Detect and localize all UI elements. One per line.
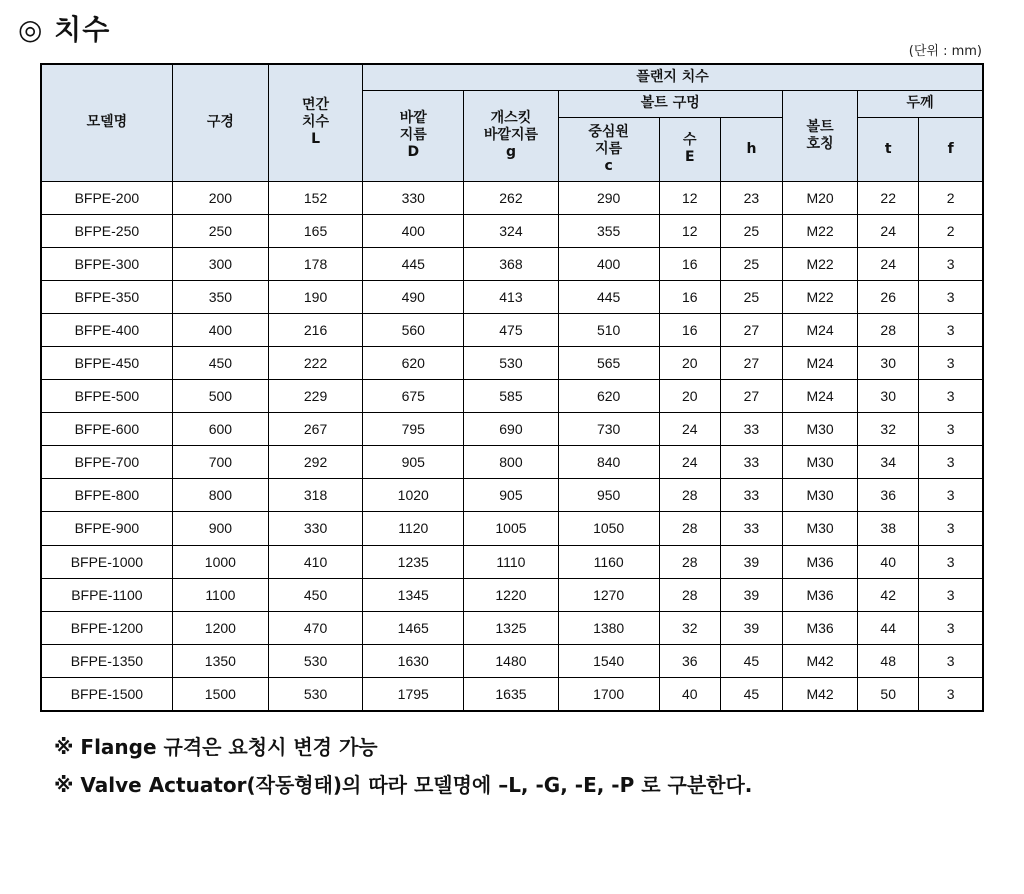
table-cell: 3 <box>919 479 983 512</box>
table-cell: 27 <box>720 346 782 379</box>
table-cell: 330 <box>363 181 464 214</box>
table-row <box>41 644 983 677</box>
table-cell: 675 <box>363 380 464 413</box>
table-cell: 24 <box>659 413 720 446</box>
table-cell: 3 <box>919 346 983 379</box>
note-flange: ※ Flange 규격은 요청시 변경 가능 <box>54 735 378 759</box>
table-cell: 26 <box>858 280 919 313</box>
table-cell: 840 <box>558 446 659 479</box>
table-cell: 39 <box>720 578 782 611</box>
table-cell: 560 <box>363 313 464 346</box>
table-row <box>41 611 983 644</box>
table-cell: 1500 <box>172 677 268 710</box>
table-cell: 800 <box>172 479 268 512</box>
table-cell: 3 <box>919 380 983 413</box>
table-cell: M36 <box>783 578 858 611</box>
header-gasket-outer-diameter: 개스킷 바깥지름 g <box>464 90 558 181</box>
table-cell: 27 <box>720 380 782 413</box>
table-cell: 400 <box>363 214 464 247</box>
table-cell: M30 <box>783 446 858 479</box>
table-cell: 450 <box>268 578 362 611</box>
table-row <box>41 413 983 446</box>
table-cell: 905 <box>464 479 558 512</box>
header-bolt-h: h <box>720 117 782 181</box>
table-cell: 795 <box>363 413 464 446</box>
header-thickness: 두께 <box>858 90 983 117</box>
table-cell: BFPE-700 <box>41 446 172 479</box>
table-cell: 1200 <box>172 611 268 644</box>
table-cell: 800 <box>464 446 558 479</box>
table-cell: BFPE-1500 <box>41 677 172 710</box>
table-cell: 40 <box>858 545 919 578</box>
table-cell: 445 <box>558 280 659 313</box>
table-cell: BFPE-500 <box>41 380 172 413</box>
table-row <box>41 313 983 346</box>
table-cell: 1700 <box>558 677 659 710</box>
table-cell: 475 <box>464 313 558 346</box>
table-cell: 1795 <box>363 677 464 710</box>
table-cell: 410 <box>268 545 362 578</box>
table-cell: 27 <box>720 313 782 346</box>
table-cell: M30 <box>783 512 858 545</box>
dimension-table <box>40 63 984 712</box>
header-outer-diameter: 바깥 지름 D <box>363 90 464 181</box>
table-cell: 3 <box>919 578 983 611</box>
table-cell: 1020 <box>363 479 464 512</box>
table-cell: 950 <box>558 479 659 512</box>
header-thickness-f: f <box>919 117 983 181</box>
table-cell: M24 <box>783 380 858 413</box>
table-row <box>41 247 983 280</box>
table-cell: BFPE-900 <box>41 512 172 545</box>
table-cell: 620 <box>363 346 464 379</box>
table-cell: BFPE-800 <box>41 479 172 512</box>
table-cell: 32 <box>659 611 720 644</box>
table-cell: 30 <box>858 346 919 379</box>
table-cell: 50 <box>858 677 919 710</box>
table-cell: 600 <box>172 413 268 446</box>
table-cell: 2 <box>919 181 983 214</box>
header-bolt-circle: 중심원 지름 c <box>558 117 659 181</box>
header-face-to-face: 면간 치수 L <box>268 64 362 181</box>
table-cell: 12 <box>659 181 720 214</box>
table-cell: 413 <box>464 280 558 313</box>
table-cell: BFPE-1200 <box>41 611 172 644</box>
table-cell: 262 <box>464 181 558 214</box>
table-cell: 33 <box>720 413 782 446</box>
table-cell: M20 <box>783 181 858 214</box>
table-cell: 565 <box>558 346 659 379</box>
table-row <box>41 346 983 379</box>
table-cell: 24 <box>659 446 720 479</box>
table-cell: 16 <box>659 280 720 313</box>
table-cell: 2 <box>919 214 983 247</box>
table-cell: 3 <box>919 677 983 710</box>
table-cell: 152 <box>268 181 362 214</box>
table-cell: 1350 <box>172 644 268 677</box>
table-cell: 190 <box>268 280 362 313</box>
table-cell: 730 <box>558 413 659 446</box>
table-cell: 45 <box>720 677 782 710</box>
table-body <box>41 181 983 711</box>
table-cell: 690 <box>464 413 558 446</box>
table-cell: 25 <box>720 214 782 247</box>
table-row <box>41 545 983 578</box>
page-title: ◎ 치수 <box>18 13 111 46</box>
table-cell: 267 <box>268 413 362 446</box>
table-cell: 24 <box>858 247 919 280</box>
table-row <box>41 677 983 710</box>
table-cell: 216 <box>268 313 362 346</box>
table-cell: 25 <box>720 280 782 313</box>
table-cell: 32 <box>858 413 919 446</box>
table-cell: 39 <box>720 545 782 578</box>
table-cell: 30 <box>858 380 919 413</box>
table-cell: 900 <box>172 512 268 545</box>
table-cell: 1465 <box>363 611 464 644</box>
table-cell: M24 <box>783 346 858 379</box>
table-cell: 1120 <box>363 512 464 545</box>
table-cell: 400 <box>172 313 268 346</box>
table-cell: 36 <box>858 479 919 512</box>
table-cell: 44 <box>858 611 919 644</box>
table-cell: 585 <box>464 380 558 413</box>
table-row <box>41 479 983 512</box>
table-cell: 12 <box>659 214 720 247</box>
table-cell: 229 <box>268 380 362 413</box>
table-cell: 33 <box>720 446 782 479</box>
table-cell: M30 <box>783 413 858 446</box>
table-cell: 330 <box>268 512 362 545</box>
table-cell: M30 <box>783 479 858 512</box>
table-cell: BFPE-1100 <box>41 578 172 611</box>
table-cell: 1050 <box>558 512 659 545</box>
table-cell: 250 <box>172 214 268 247</box>
table-cell: 620 <box>558 380 659 413</box>
unit-label: (단위 : mm) <box>908 44 982 59</box>
table-cell: M22 <box>783 280 858 313</box>
table-cell: 20 <box>659 380 720 413</box>
table-cell: M24 <box>783 313 858 346</box>
table-cell: BFPE-450 <box>41 346 172 379</box>
table-cell: 318 <box>268 479 362 512</box>
table-cell: 3 <box>919 247 983 280</box>
table-cell: 28 <box>659 512 720 545</box>
table-cell: BFPE-200 <box>41 181 172 214</box>
table-cell: 368 <box>464 247 558 280</box>
table-cell: 445 <box>363 247 464 280</box>
table-cell: M42 <box>783 644 858 677</box>
table-cell: 905 <box>363 446 464 479</box>
table-cell: 3 <box>919 413 983 446</box>
table-cell: 165 <box>268 214 362 247</box>
table-cell: 1480 <box>464 644 558 677</box>
table-cell: 3 <box>919 446 983 479</box>
table-cell: 300 <box>172 247 268 280</box>
table-cell: 16 <box>659 313 720 346</box>
table-cell: 3 <box>919 644 983 677</box>
table-cell: 33 <box>720 479 782 512</box>
table-cell: 28 <box>659 479 720 512</box>
table-cell: 200 <box>172 181 268 214</box>
header-thickness-t: t <box>858 117 919 181</box>
table-cell: 500 <box>172 380 268 413</box>
table-cell: 24 <box>858 214 919 247</box>
header-bolt-count: 수 E <box>659 117 720 181</box>
table-cell: 1100 <box>172 578 268 611</box>
table-row <box>41 380 983 413</box>
table-row <box>41 181 983 214</box>
table-cell: BFPE-400 <box>41 313 172 346</box>
table-cell: 16 <box>659 247 720 280</box>
table-cell: 1235 <box>363 545 464 578</box>
table-cell: 1540 <box>558 644 659 677</box>
table-cell: 1110 <box>464 545 558 578</box>
table-cell: 3 <box>919 611 983 644</box>
table-cell: 3 <box>919 280 983 313</box>
table-cell: 1270 <box>558 578 659 611</box>
table-cell: 1630 <box>363 644 464 677</box>
table-cell: 34 <box>858 446 919 479</box>
table-cell: 1005 <box>464 512 558 545</box>
table-cell: 1325 <box>464 611 558 644</box>
table-row <box>41 512 983 545</box>
table-cell: 1220 <box>464 578 558 611</box>
table-cell: BFPE-600 <box>41 413 172 446</box>
table-cell: 40 <box>659 677 720 710</box>
table-cell: 3 <box>919 512 983 545</box>
table-cell: 1635 <box>464 677 558 710</box>
table-cell: M22 <box>783 247 858 280</box>
table-cell: BFPE-250 <box>41 214 172 247</box>
table-cell: 42 <box>858 578 919 611</box>
table-cell: M36 <box>783 611 858 644</box>
table-cell: BFPE-1000 <box>41 545 172 578</box>
table-cell: 28 <box>858 313 919 346</box>
table-cell: 39 <box>720 611 782 644</box>
table-cell: 28 <box>659 578 720 611</box>
note-actuator: ※ Valve Actuator(작동형태)의 따라 모델명에 –L, -G, -E, -P 로 구분한다. <box>54 773 753 797</box>
table-cell: 400 <box>558 247 659 280</box>
table-cell: 290 <box>558 181 659 214</box>
table-cell: M36 <box>783 545 858 578</box>
table-cell: 3 <box>919 545 983 578</box>
table-cell: M22 <box>783 214 858 247</box>
table-cell: 38 <box>858 512 919 545</box>
header-bolt-hole: 볼트 구멍 <box>558 90 782 117</box>
header-model: 모델명 <box>41 64 172 181</box>
table-cell: 355 <box>558 214 659 247</box>
table-cell: 324 <box>464 214 558 247</box>
table-cell: 350 <box>172 280 268 313</box>
table-cell: 178 <box>268 247 362 280</box>
table-cell: BFPE-1350 <box>41 644 172 677</box>
table-cell: M42 <box>783 677 858 710</box>
table-cell: 530 <box>464 346 558 379</box>
table-cell: BFPE-350 <box>41 280 172 313</box>
table-cell: 3 <box>919 313 983 346</box>
header-bolt-size: 볼트 호칭 <box>783 90 858 181</box>
table-row <box>41 280 983 313</box>
table-cell: 1160 <box>558 545 659 578</box>
table-cell: 28 <box>659 545 720 578</box>
notes <box>54 728 752 804</box>
table-cell: 45 <box>720 644 782 677</box>
table-cell: 222 <box>268 346 362 379</box>
table-cell: 20 <box>659 346 720 379</box>
table-cell: 700 <box>172 446 268 479</box>
table-row <box>41 578 983 611</box>
table-cell: 25 <box>720 247 782 280</box>
table-cell: 292 <box>268 446 362 479</box>
header-flange-dimensions: 플랜지 치수 <box>363 64 983 90</box>
table-cell: 530 <box>268 677 362 710</box>
table-cell: 490 <box>363 280 464 313</box>
table-row <box>41 214 983 247</box>
table-cell: 36 <box>659 644 720 677</box>
table-cell: 450 <box>172 346 268 379</box>
table-cell: 22 <box>858 181 919 214</box>
table-cell: 48 <box>858 644 919 677</box>
table-cell: BFPE-300 <box>41 247 172 280</box>
table-cell: 1345 <box>363 578 464 611</box>
table-cell: 510 <box>558 313 659 346</box>
table-cell: 1380 <box>558 611 659 644</box>
table-cell: 470 <box>268 611 362 644</box>
table-cell: 33 <box>720 512 782 545</box>
table-row <box>41 446 983 479</box>
table-cell: 23 <box>720 181 782 214</box>
table-cell: 1000 <box>172 545 268 578</box>
header-bore: 구경 <box>172 64 268 181</box>
table-cell: 530 <box>268 644 362 677</box>
